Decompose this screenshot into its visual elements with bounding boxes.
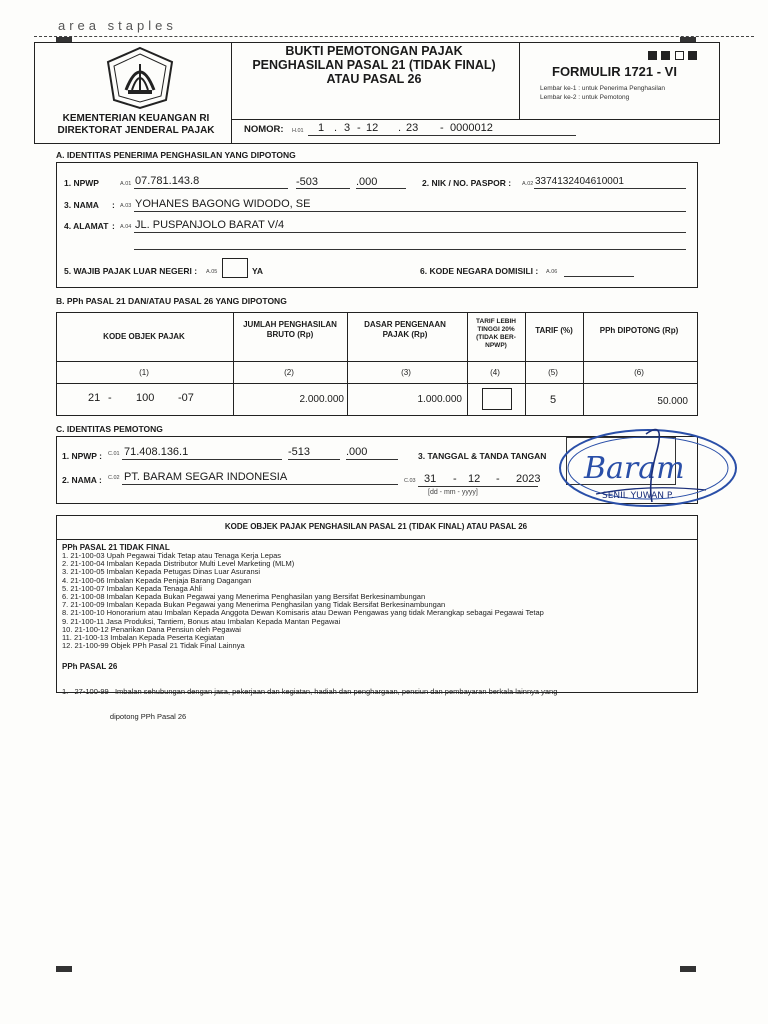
list-item: 5. 21-100-07 Imbalan Kepada Tenaga Ahli: [62, 583, 202, 593]
lembar-notes: Lembar ke-1 : untuk Penerima Penghasilan Lembar ke-2 : untuk Pemotong: [540, 85, 666, 101]
nomor-part: 0000012: [450, 122, 493, 134]
form-title: BUKTI PEMOTONGAN PAJAK PENGHASILAN PASAL 21 (TIDAK FINAL) ATAU PASAL 26: [252, 44, 496, 86]
pasal26-list: [62, 672, 692, 729]
company-stamp-icon: [556, 424, 746, 514]
col-header: TARIF (%): [535, 326, 573, 335]
underline: [346, 459, 398, 460]
underline: [356, 188, 406, 189]
list-item: 2. 21-100-04 Imbalan Kepada Distributor Multi Level Marketing (MLM): [62, 559, 295, 569]
col-number: (3): [401, 368, 411, 377]
pemotong-nama-label: 2. NAMA :: [62, 475, 102, 485]
field-code: A.01: [120, 181, 132, 187]
col-header: JUMLAH PENGHASILAN BRUTO (Rp): [243, 320, 337, 339]
list-item: 10. 21-100-12 Penarikan Dana Pensiun oleh Pegawai: [62, 624, 241, 634]
section-a-title: A. IDENTITAS PENERIMA PENGHASILAN YANG DIPOTONG: [56, 150, 296, 160]
date-sep: -: [496, 473, 500, 485]
underline: [134, 211, 686, 212]
nomor-code: H.01: [292, 128, 304, 134]
wp-luar-label: 5. WAJIB PAJAK LUAR NEGERI :: [64, 266, 198, 276]
kode-objek-part: -07: [178, 392, 194, 404]
col-header: PPh DIPOTONG (Rp): [599, 326, 679, 335]
section-b-title: B. PPh PASAL 21 DAN/ATAU PASAL 26 YANG DIPOTONG: [56, 296, 287, 306]
ministry-logo-icon: [104, 46, 176, 110]
list-item: 11. 21-100-13 Imbalan Kepada Peserta Kegiatan: [62, 633, 225, 643]
date-sep: -: [453, 473, 457, 485]
ya-label: YA: [252, 266, 264, 276]
nik-value: 3374132404610001: [535, 176, 624, 187]
underline: [296, 188, 350, 189]
underline: [134, 232, 686, 233]
col-number: (5): [548, 368, 558, 377]
lembar-indicator: [648, 47, 697, 65]
dpp-value: 1.000.000: [417, 394, 462, 405]
stamp-logo-text: Baram: [584, 451, 685, 486]
nik-label: 2. NIK / NO. PASPOR :: [422, 178, 512, 188]
wp-luar-checkbox[interactable]: [222, 258, 248, 278]
date-format: [dd - mm - yyyy]: [428, 489, 478, 496]
top-divider: [34, 36, 754, 37]
list-item: 12. 21-100-99 Objek PPh Pasal 21 Tidak Final Lainnya: [62, 641, 245, 651]
nomor-part: 12: [366, 122, 379, 134]
nomor-underline: [308, 135, 576, 136]
section-c-title: C. IDENTITAS PEMOTONG: [56, 424, 163, 434]
col-number: (6): [634, 368, 644, 377]
npwp-label: 1. NPWP: [64, 178, 99, 188]
pasal21-title: PPh PASAL 21 TIDAK FINAL: [62, 543, 170, 552]
nomor-label: NOMOR:: [244, 124, 284, 135]
underline: [134, 188, 288, 189]
nomor-part: 3: [344, 122, 351, 134]
field-code: A.02: [522, 181, 534, 187]
field-code: C.01: [108, 451, 120, 457]
col-number: (2): [284, 368, 294, 377]
col-header: KODE OBJEK PAJAK: [103, 332, 185, 341]
nomor-part: 23: [406, 122, 419, 134]
field-code: A.04: [120, 224, 132, 230]
list-item: 1. 21-100-03 Upah Pegawai Tidak Tetap atau Tenaga Kerja Lepas: [62, 551, 282, 560]
pemotong-npwp-value: 71.408.136.1: [124, 446, 189, 458]
list-item: 9. 21-100-11 Jasa Produksi, Tantiem, Bonus atau Imbalan Kepada Mantan Pegawai: [62, 616, 341, 626]
scan-mark: [680, 966, 696, 972]
nomor-sep: .: [334, 122, 338, 134]
list-item: dipotong PPh Pasal 26: [62, 712, 187, 722]
nomor-sep: -: [357, 122, 361, 134]
list-item: 3. 21-100-05 Imbalan Kepada Petugas Dinas Luar Asuransi: [62, 567, 261, 577]
nama-label: 3. NAMA: [64, 200, 99, 210]
col-header: DASAR PENGENAAN PAJAK (Rp): [364, 320, 446, 339]
nama-value: YOHANES BAGONG WIDODO, SE: [135, 198, 311, 210]
col-number: (1): [139, 368, 149, 377]
underline: [564, 276, 634, 277]
ministry-name: KEMENTERIAN KEUANGAN RI DIREKTORAT JENDERAL PAJAK: [57, 113, 215, 136]
signer-name: SENIL YUWAN P.: [602, 491, 674, 501]
nomor-sep: .: [398, 122, 402, 134]
alamat-label: 4. ALAMAT: [64, 221, 109, 231]
kode-objek-part: 21: [88, 392, 101, 404]
pemotong-npwp-kpp: -513: [288, 446, 311, 458]
list-item: 4. 21-100-06 Imbalan Kepada Penjaja Barang Dagangan: [62, 575, 252, 585]
pasal26-title: PPh PASAL 26: [62, 662, 118, 671]
form-code: FORMULIR 1721 - VI: [552, 64, 677, 79]
npwp-kpp: -503: [296, 176, 319, 188]
npwp-cabang: .000: [356, 176, 378, 188]
underline: [418, 486, 538, 487]
pemotong-nama-value: PT. BARAM SEGAR INDONESIA: [124, 471, 288, 483]
field-code: A.03: [120, 203, 132, 209]
list-item: 6. 21-100-08 Imbalan Kepada Bukan Pegawai yang Menerima Penghasilan yang Bersifat Berkesinambungan: [62, 592, 426, 602]
underline: [134, 249, 686, 250]
tarif-value: 5: [549, 394, 557, 406]
date-month: 12: [468, 473, 481, 485]
underline: [534, 188, 686, 189]
npwp-value: 07.781.143.8: [135, 175, 200, 187]
nomor-sep: -: [440, 122, 444, 134]
underline: [122, 459, 282, 460]
pemotong-npwp-label: 1. NPWP :: [62, 451, 102, 461]
date-year: 2023: [516, 473, 541, 485]
tarif-tinggi-checkbox[interactable]: [482, 388, 512, 410]
list-item: 8. 21-100-10 Honorarium atau Imbalan Kepada Anggota Dewan Komisaris atau Dewan Pengawas yang tidak Merangkap sebagai Pegawai Tetap: [62, 608, 544, 618]
bruto-value: 2.000.000: [299, 394, 344, 405]
date-day: 31: [424, 473, 437, 485]
staples-label: area staples: [58, 18, 177, 33]
code-list-title: KODE OBJEK PAJAK PENGHASILAN PASAL 21 (TIDAK FINAL) ATAU PASAL 26: [224, 522, 528, 531]
kode-objek-part: 100: [136, 392, 155, 404]
kode-objek-sep: -: [108, 392, 112, 404]
alamat-value: JL. PUSPANJOLO BARAT V/4: [135, 219, 285, 231]
underline: [288, 459, 340, 460]
pph-value: 50.000: [657, 396, 688, 407]
tanggal-label: 3. TANGGAL & TANDA TANGAN: [418, 451, 547, 461]
field-code: A.05: [206, 269, 218, 275]
nomor-part: 1: [318, 122, 325, 134]
field-code: A.06: [546, 269, 558, 275]
list-item: 7. 21-100-09 Imbalan Kepada Bukan Pegawai yang Menerima Penghasilan yang Tidak Bersifat Berkesinambungan: [62, 600, 446, 610]
col-header: TARIF LEBIH TINGGI 20% (TIDAK BER-NPWP): [476, 318, 516, 349]
list-item: 1. 27-100-99 Imbalan sehubungan dengan jasa, pekerjaan dan kegiatan, hadiah dan penghargaan, pensiun dan pembayaran berkala lainnya yang: [62, 687, 558, 697]
col-number: (4): [490, 368, 500, 377]
pemotong-npwp-cabang: .000: [346, 446, 368, 458]
field-code: C.03: [404, 478, 416, 484]
underline: [122, 484, 398, 485]
kode-negara-label: 6. KODE NEGARA DOMISILI :: [420, 266, 539, 276]
pasal21-list: [62, 552, 692, 650]
field-code: C.02: [108, 475, 120, 481]
scan-mark: [56, 966, 72, 972]
